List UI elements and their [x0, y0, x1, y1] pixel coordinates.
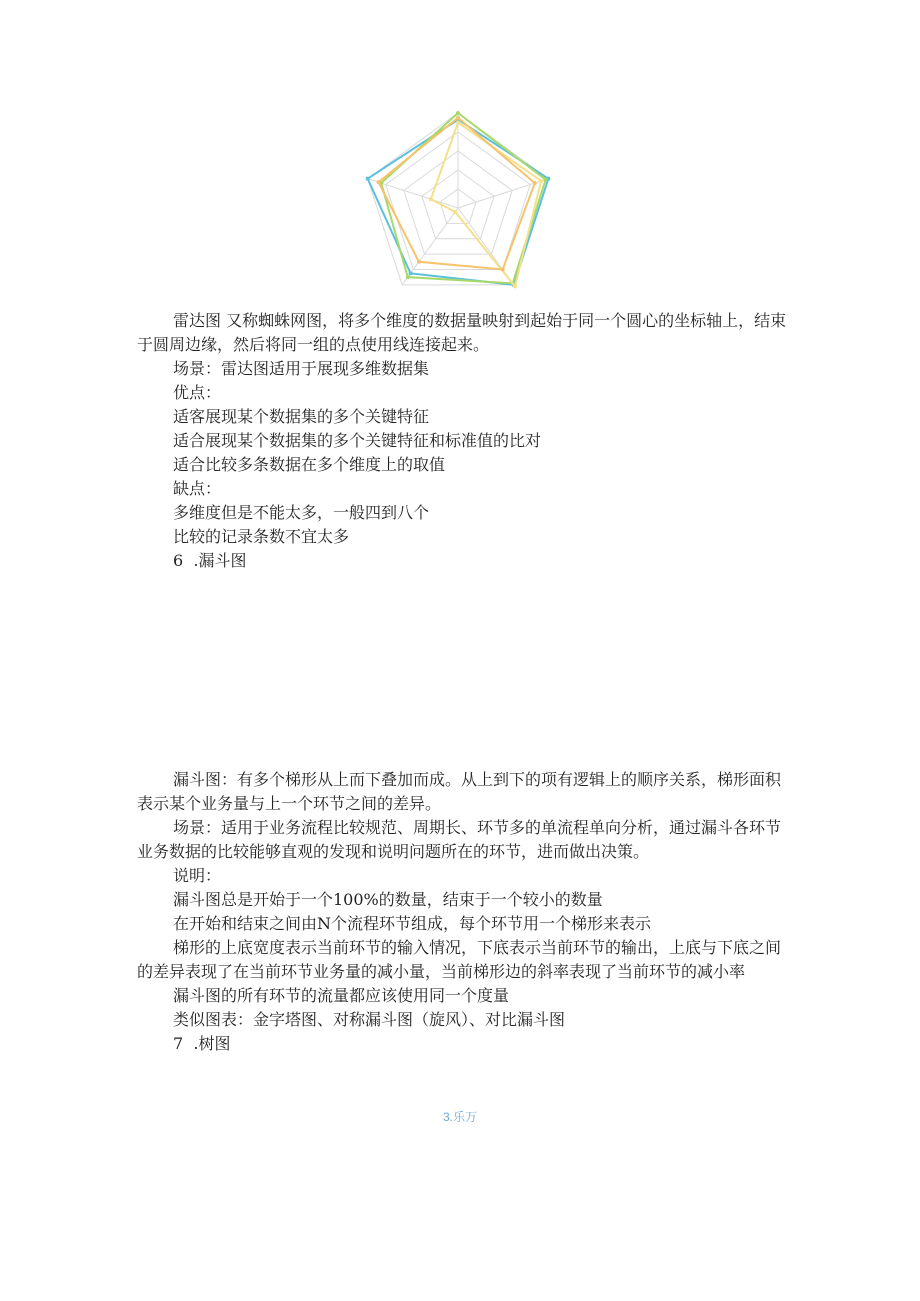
funnel-note-title: 说明： — [173, 866, 222, 885]
funnel-trapezoid-explanation: 梯形的上底宽度表示当前环节的输入情况，下底表示当前环节的输出，上底与下底之间的差异表现了在当前环节业务量的减小量，当前梯形边的斜率表现了当前环节的减小率 — [137, 938, 782, 981]
radar-pros-title: 优点： — [173, 383, 222, 402]
radar-section — [137, 309, 787, 573]
funnel-section — [137, 768, 787, 1056]
funnel-similar-charts: 类似图表：金字塔图、对称漏斗图（旋风）、对比漏斗图 — [173, 1010, 566, 1029]
radar-point-blue — [409, 271, 413, 275]
radar-con-item: 多维度但是不能太多，一般四到八个 — [173, 503, 430, 522]
radar-pro-item: 适合展现某个数据集的多个关键特征和标准值的比对 — [173, 431, 542, 450]
radar-point-yellow — [539, 179, 543, 183]
radar-point-orange — [501, 267, 505, 271]
funnel-definition: 漏斗图：有多个梯形从上而下叠加而成。从上到下的项有逻辑上的顺序关系，梯形面积表示某个业务量与上一个环节之间的差异。 — [137, 770, 782, 813]
radar-chart-svg — [340, 100, 580, 315]
radar-point-green — [544, 178, 548, 182]
page-footer: 3.乐万 — [442, 1110, 477, 1124]
radar-point-orange — [417, 260, 421, 264]
radar-point-yellow — [456, 121, 460, 125]
radar-pro-item: 适客展现某个数据集的多个关键特征 — [173, 407, 430, 426]
radar-point-green — [406, 275, 410, 279]
radar-point-orange — [533, 181, 537, 185]
radar-point-yellow — [453, 210, 457, 214]
radar-chart — [340, 100, 580, 315]
radar-definition: 雷达图 又称蜘蛛网图，将多个维度的数据量映射到起始于同一个圆心的坐标轴上，结束于圆周边缘，然后将同一组的点使用线连接起来。 — [137, 311, 787, 354]
funnel-scene: 场景：适用于业务流程比较规范、周期长、环节多的单流程单向分析，通过漏斗各环节业务数据的比较能够直观的发现和说明问题所在的环节，进而做出决策。 — [137, 818, 782, 861]
radar-point-yellow — [513, 284, 517, 288]
radar-point-yellow — [429, 197, 433, 201]
funnel-note-item: 在开始和结束之间由N个流程环节组成，每个环节用一个梯形来表示 — [173, 914, 652, 933]
section-heading-funnel: 6 .漏斗图 — [173, 551, 247, 570]
radar-scene: 场景：雷达图适用于展现多维数据集 — [173, 359, 430, 378]
funnel-metric-note: 漏斗图的所有环节的流量都应该使用同一个度量 — [173, 986, 510, 1005]
section-heading-tree: 7 .树图 — [173, 1034, 231, 1053]
radar-point-orange — [376, 180, 380, 184]
radar-point-green — [456, 111, 460, 115]
radar-cons-title: 缺点： — [173, 479, 222, 498]
radar-pro-item: 适合比较多条数据在多个维度上的取值 — [173, 455, 446, 474]
funnel-note-item: 漏斗图总是开始于一个100%的数量，结束于一个较小的数量 — [173, 890, 603, 909]
radar-con-item: 比较的记录条数不宜太多 — [173, 527, 350, 546]
radar-point-orange — [456, 116, 460, 120]
radar-point-blue — [366, 177, 370, 181]
